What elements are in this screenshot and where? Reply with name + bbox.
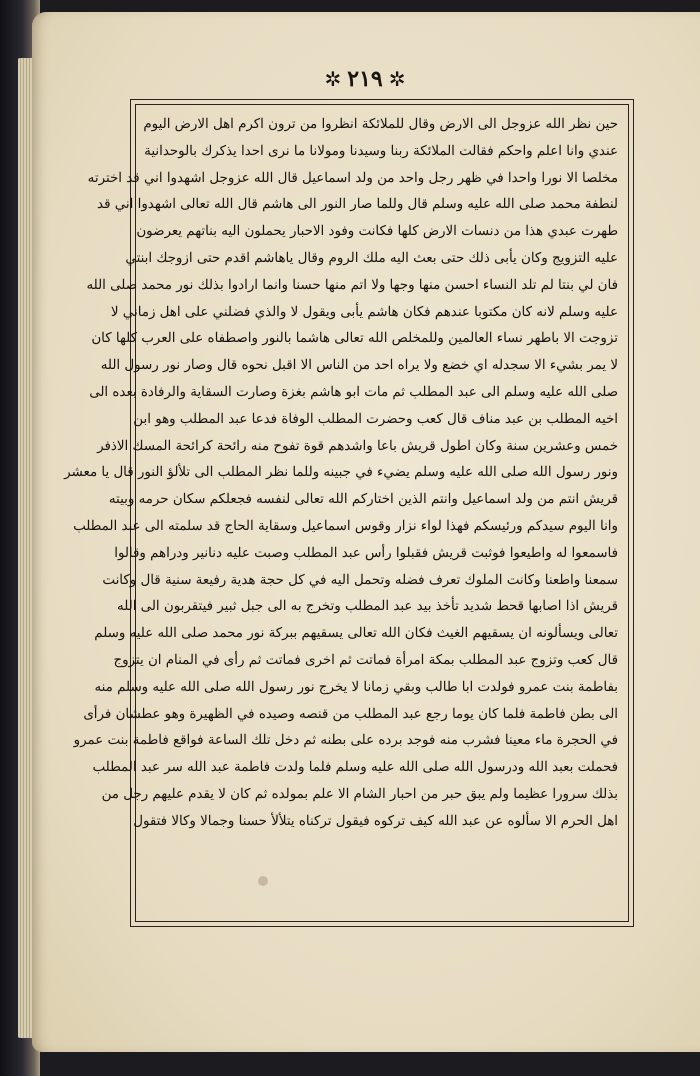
text-line: قريش اذا اصابها قحط شديد تأخذ بيد عبد المطلب وتخرج به الى جبل ثبير فيتقربون الى الله <box>117 599 618 615</box>
text-line: لنطفة محمد صلى الله عليه وسلم قال وللما صار النور الى هاشم قال الله تعالى اشهدوا اني قد <box>97 197 618 213</box>
text-line: قريش انتم من ولد اسماعيل وانتم الذين اختاركم الله تعالى لنفسه فجعلكم سكان حرمه وبيته <box>108 492 618 508</box>
text-line: عندي وانا اعلم واحكم فقالت الملائكة ربنا وسيدنا ومولانا ما نرى احدا يذكرك بالوحدانية <box>144 143 618 159</box>
text-line: وانا اليوم سيدكم ورئيسكم فهذا لواء نزار وقوس اسماعيل وسقاية الحاج قد سلمته الى عبد المطلب <box>73 518 618 534</box>
text-line: في الحجرة ماء معينا فشرب منه فوجد برده على بطنه ثم دخل تلك الساعة فواقع فاطمة بنت عمرو <box>73 733 618 749</box>
flourish-icon: ✲ <box>324 67 342 91</box>
text-line: عليه وسلم لانه كان مكتوبا عندهم فكان هاشم يأبى ويقول لا والذي فضلني على اهل زماني لا <box>110 304 618 320</box>
text-line: تزوجت الا باطهر نساء العالمين وللمخلص الله تعالى هاشما بالنور واصطفاه على العرب كلها كان <box>91 331 618 347</box>
text-line: بفاطمة بنت عمرو فولدت ابا طالب وبقي زمانا لا يخرج نور رسول الله صلى الله عليه وسلم منه <box>94 679 618 695</box>
flourish-icon: ✲ <box>388 67 406 91</box>
text-line: صلى الله عليه وسلم الى عبد المطلب ثم مات ابو هاشم بغزة وصارت السقاية والرفادة بعده الى <box>89 384 618 400</box>
text-line: مخلصا الا نورا واحدا في ظهر رجل واحد من ولد اسماعيل قال الله عزوجل اشهدوا اني قد اخترته <box>87 170 618 186</box>
text-line: فحملت بعبد الله ودرسول الله صلى الله عليه وسلم فلما ولدت فاطمة عبد الله سر عبد المطلب <box>92 760 618 776</box>
text-line: اخيه المطلب بن عبد مناف قال كعب وحضرت المطلب الوفاة فدعا عبد المطلب وهو ابن <box>133 411 618 427</box>
text-line: قال كعب وتزوج عبد المطلب بمكة امرأة فماتت ثم اخرى فماتت ثم رأى في المنام ان يتزوج <box>113 652 618 668</box>
page-header <box>310 64 420 94</box>
text-line: خمس وعشرين سنة وكان اطول قريش باعا واشدهم قوة تفوح منه رائحة كرائحة المسك الاذفر <box>97 438 618 454</box>
text-block <box>64 108 624 918</box>
text-line: تعالى ويسألونه ان يسقيهم الغيث فكان الله تعالى يسقيهم ببركة نور محمد صلى الله عليه وسلم <box>94 626 618 642</box>
text-line: عليه التزويج وكان يأبى ذلك حتى بعث اليه ملك الروم وقال ياهاشم اقدم حتى ازوجك ابنتي <box>125 250 618 266</box>
text-line: ونور رسول الله صلى الله عليه وسلم يضيء في جبينه وللما نظر المطلب الى تلألؤ النور قال يا معشر <box>64 465 618 481</box>
text-line: حين نظر الله عزوجل الى الارض وقال للملائكة انظروا من ترون اكرم اهل الارض اليوم <box>143 117 618 132</box>
text-line: فاسمعوا له واطيعوا فوثبت قريش فقبلوا رأس عبد المطلب وصبت عليه دنانير ودراهم وقالوا <box>114 545 618 561</box>
text-line: اهل الحرم الا سألوه عن عبد الله كيف تركوه فيقول تركناه يتلألأ حسنا وجمالا وكالا فتقول <box>133 813 618 829</box>
text-line: طهرت عبدي هذا من دنسات الارض كلها فكانت وفود الاحبار يحملون اليه بناتهم يعرضون <box>136 224 618 240</box>
text-line: لا يمر بشيء الا سجدله اي خضع ولا يراه احد من الناس الا اقبل نحوه قال وصار نور رسول الله <box>100 358 618 374</box>
text-line: فان لي بنتا لم تلد النساء احسن منها وجها ولا اتم منها حسنا وانما ارادوا بذلك نور محمد صلى الله <box>86 277 618 293</box>
text-line: بذلك سرورا عظيما ولم يبق حبر من احبار الشام الا علم بمولده ثم كان لا يقدم عليهم رجل من <box>101 786 618 802</box>
page-number: ٢١٩ <box>347 66 383 92</box>
text-line: الى بطن فاطمة فلما كان يوما رجع عبد المطلب من قنصه وصيده في الظهيرة وهو عطشان فرأى <box>83 706 618 722</box>
paper-stain <box>258 876 268 886</box>
text-line: سمعنا واطعنا وكانت الملوك تعرف فضله وتحمل اليه في كل حجة هدية رفيعة سنية قال وكانت <box>102 572 618 588</box>
